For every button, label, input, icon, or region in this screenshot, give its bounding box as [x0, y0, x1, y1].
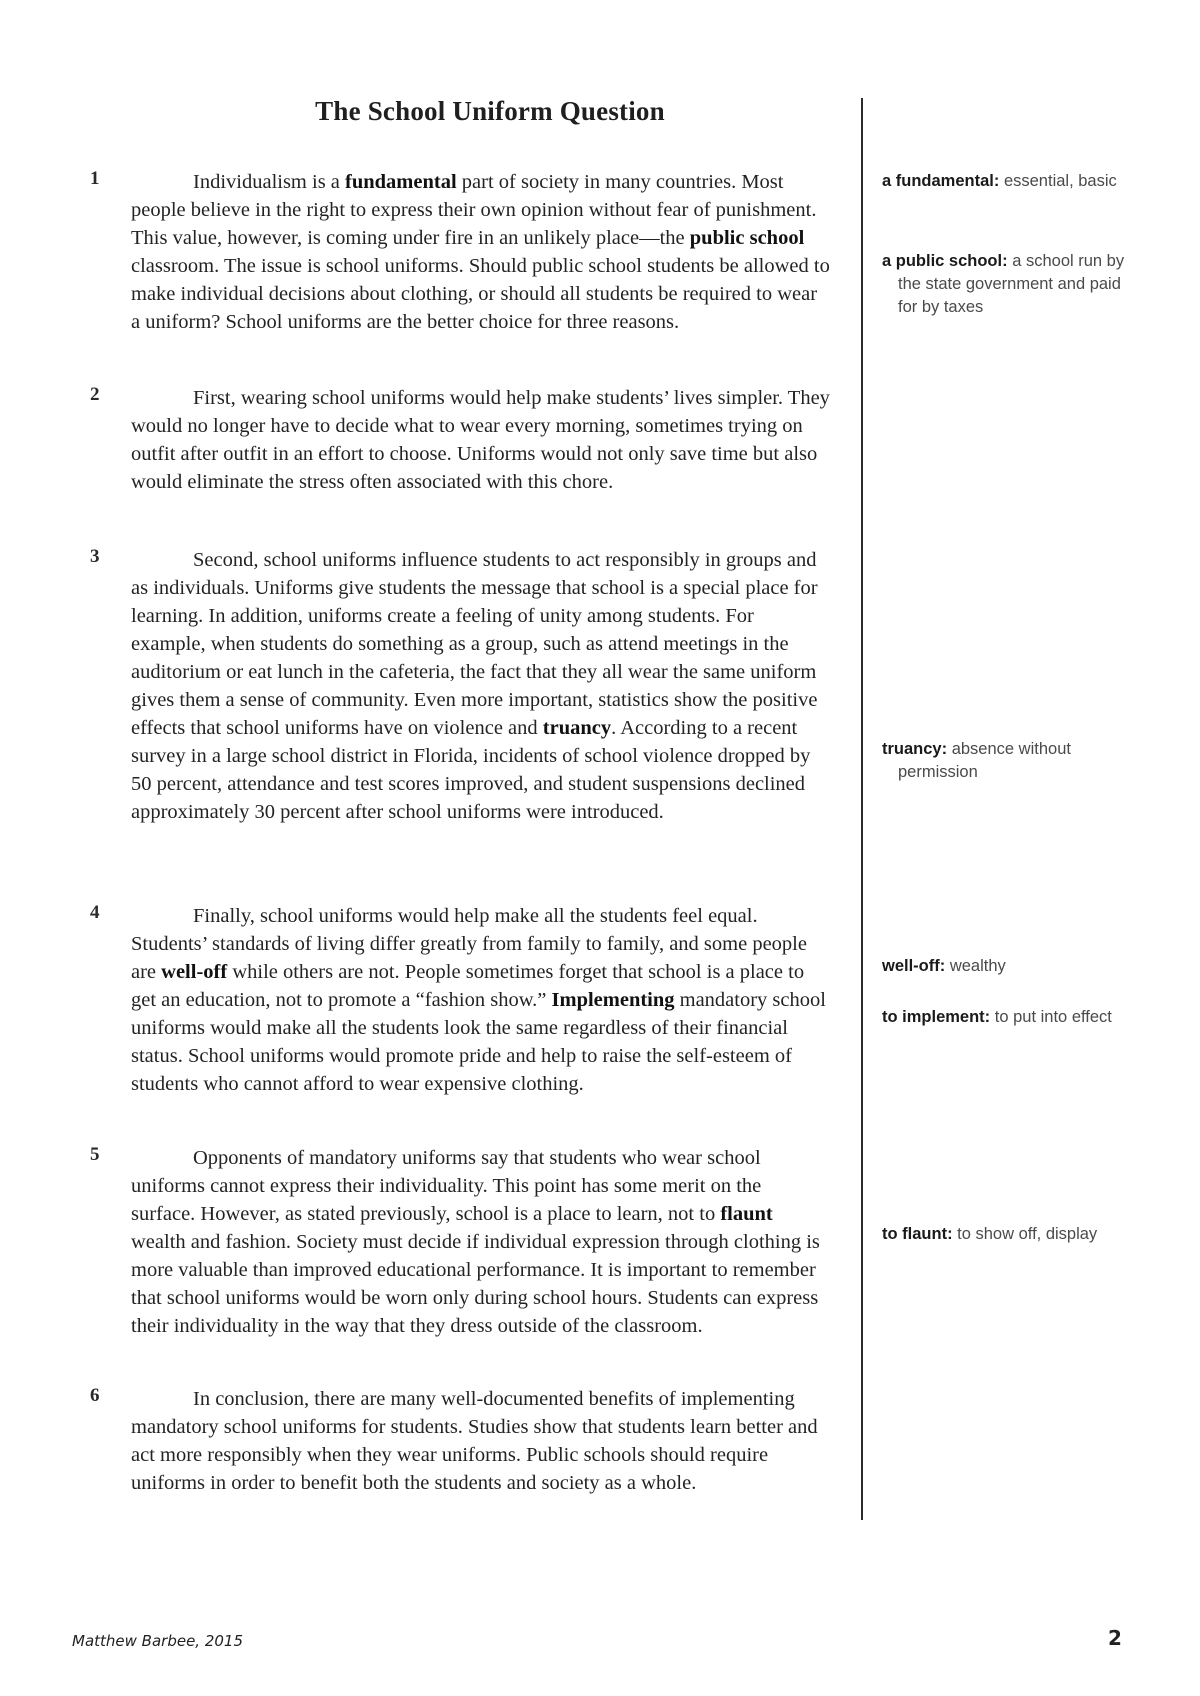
glossary-entry-fundamental	[882, 170, 1128, 193]
glossary-definition: to put into effect	[994, 1008, 1112, 1026]
page-title: The School Uniform Question	[315, 96, 665, 126]
paragraph-number: 4	[90, 902, 100, 923]
glossary-term-highlight: fundamental	[345, 171, 457, 193]
paragraph-2	[90, 384, 830, 496]
glossary-term: to flaunt:	[882, 1225, 953, 1243]
glossary-definition: absence without permission	[898, 740, 1071, 781]
paragraph-text	[131, 384, 830, 496]
paragraph-number: 1	[90, 168, 100, 189]
glossary-entry-truancy	[882, 738, 1128, 784]
paragraph-number: 3	[90, 546, 100, 567]
paragraph-3	[90, 546, 830, 826]
text-segment: classroom. The issue is school uniforms. Should public school students be allowed to make individual decisions about clothing, or should all students be required to wear a uniform? School uniforms are the better choice for three reasons.	[131, 255, 830, 333]
glossary-term: a fundamental:	[882, 172, 1000, 190]
glossary-entry-well-off	[882, 955, 1128, 978]
paragraph-5	[90, 1144, 830, 1340]
glossary-definition: a school run by the state government and paid for by taxes	[898, 252, 1125, 316]
glossary-entry-public-school	[882, 250, 1128, 319]
glossary-entry-flaunt	[882, 1223, 1128, 1246]
footer-author: Matthew Barbee, 2015	[72, 1632, 244, 1650]
text-segment: mandatory school uniforms would make all the students look the same regardless of their financial status. School uniforms would promote pride and help to raise the self-esteem of students who cannot afford to wear expensive clothing.	[131, 989, 826, 1095]
glossary-term-highlight: well-off	[161, 961, 228, 983]
glossary-term-highlight: public school	[689, 227, 805, 249]
paragraph-number: 6	[90, 1385, 100, 1406]
page-number: 2	[1108, 1626, 1122, 1650]
paragraph-4	[90, 902, 830, 1098]
text-segment: In conclusion, there are many well-documented benefits of implementing mandatory school uniforms for students. Studies show that students learn better and act more responsibly when they wear uniforms. Public schools should require uniforms in order to benefit both the students and society as a whole.	[131, 1388, 818, 1494]
text-segment: Finally, school uniforms would help make all the students feel equal. Students’ standards of living differ greatly from family to family, and some people are	[131, 905, 807, 983]
glossary-term-highlight: Implementing	[551, 989, 675, 1011]
glossary-term: a public school:	[882, 252, 1008, 270]
text-segment: First, wearing school uniforms would help make students’ lives simpler. They would no longer have to decide what to wear every morning, sometimes trying on outfit after outfit in an effort to choose. Uniforms would not only save time but also would eliminate the stress often associated with this chore.	[131, 387, 830, 493]
paragraph-6	[90, 1385, 830, 1497]
glossary-definition: essential, basic	[1003, 172, 1117, 190]
text-segment: Opponents of mandatory uniforms say that students who wear school uniforms cannot express their individuality. This point has some merit on the surface. However, as stated previously, school is a place to learn, not to	[131, 1147, 762, 1225]
text-segment: part of society in many countries. Most people believe in the right to express their own opinion without fear of punishment. This value, however, is coming under fire in an unlikely place—the	[131, 171, 817, 249]
glossary-term-highlight: flaunt	[720, 1203, 773, 1225]
glossary-term: well-off:	[882, 957, 946, 975]
text-segment: . According to a recent survey in a large school district in Florida, incidents of school violence dropped by 50 percent, attendance and test scores improved, and student suspensions declined approximately 30 percent after school uniforms were introduced.	[131, 717, 811, 823]
paragraph-number: 2	[90, 384, 100, 405]
glossary-term: to implement:	[882, 1008, 991, 1026]
glossary-term: truancy:	[882, 740, 948, 758]
paragraph-number: 5	[90, 1144, 100, 1165]
text-segment: Individualism is a	[193, 171, 346, 193]
text-segment: wealth and fashion. Society must decide if individual expression through clothing is more valuable than improved educational performance. It is important to remember that school uniforms would be worn only during school hours. Students can express their individuality in the way that they dress outside of the classroom.	[131, 1231, 820, 1337]
paragraph-text	[131, 168, 830, 336]
text-segment: while others are not. People sometimes forget that school is a place to get an education, not to promote a “fashion show.”	[131, 961, 805, 1011]
paragraph-text	[131, 1144, 830, 1340]
column-divider	[861, 98, 863, 1520]
glossary-definition: wealthy	[949, 957, 1006, 975]
glossary-definition: to show off, display	[957, 1225, 1098, 1243]
text-segment: Second, school uniforms influence students to act responsibly in groups and as individuals. Uniforms give students the message that school is a special place for learning. In addition, uniforms create a feeling of unity among students. For example, when students do something as a group, such as attend meetings in the auditorium or eat lunch in the cafeteria, the fact that they all wear the same uniform gives them a sense of community. Even more important, statistics show the positive effects that school uniforms have on violence and	[131, 549, 818, 739]
glossary-entry-implement	[882, 1006, 1128, 1029]
glossary-term-highlight: truancy	[542, 717, 612, 739]
paragraph-text	[131, 546, 830, 826]
paragraph-1	[90, 168, 830, 336]
paragraph-text	[131, 902, 830, 1098]
paragraph-text	[131, 1385, 830, 1497]
